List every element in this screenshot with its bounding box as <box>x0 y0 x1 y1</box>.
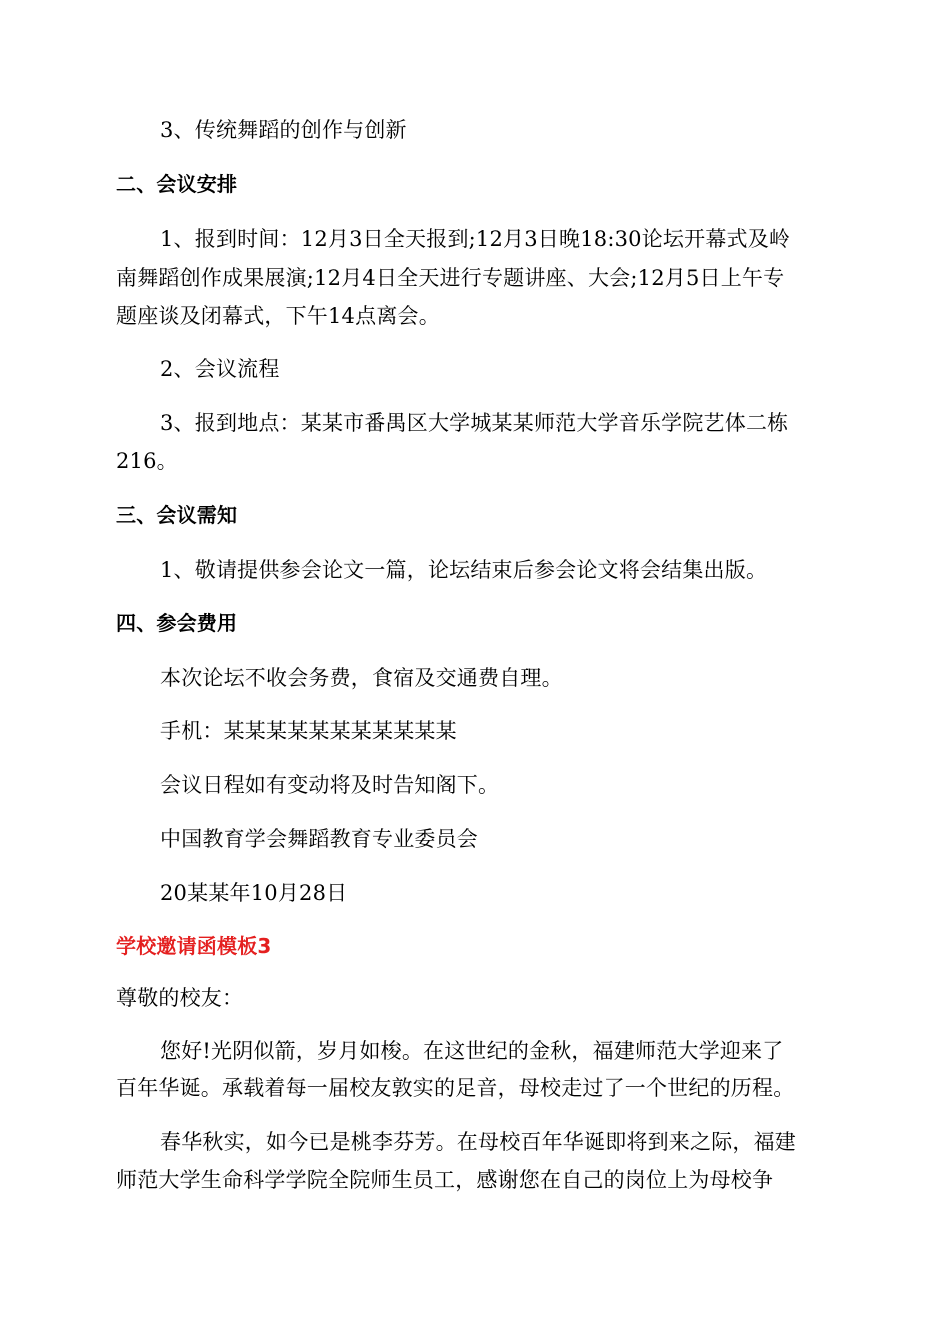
paragraph-line: 本次论坛不收会务费，食宿及交通费自理。 <box>160 666 563 690</box>
paragraph-line: 百年华诞。承载着每一届校友敦实的足音，母校走过了一个世纪的历程。 <box>116 1076 795 1100</box>
paragraph-line: 题座谈及闭幕式，下午14点离会。 <box>116 304 440 328</box>
paragraph-line: 春华秋实，如今已是桃李芬芳。在母校百年华诞即将到来之际，福建 <box>160 1130 796 1154</box>
list-item: 2、会议流程 <box>160 357 280 381</box>
paragraph-line: 会议日程如有变动将及时告知阁下。 <box>160 773 500 797</box>
section-heading: 四、参会费用 <box>116 611 238 635</box>
paragraph-line: 您好!光阴似箭，岁月如梭。在这世纪的金秋，福建师范大学迎来了 <box>160 1039 784 1063</box>
paragraph-line: 3、报到地点：某某市番禺区大学城某某师范大学音乐学院艺体二栋 <box>160 411 789 435</box>
list-item: 1、敬请提供参会论文一篇，论坛结束后参会论文将会结集出版。 <box>160 558 768 582</box>
section-heading: 三、会议需知 <box>116 503 238 527</box>
paragraph-line: 南舞蹈创作成果展演;12月4日全天进行专题讲座、大会;12月5日上午专 <box>116 266 785 290</box>
list-item: 3、传统舞蹈的创作与创新 <box>160 118 407 142</box>
signature-organization: 中国教育学会舞蹈教育专业委员会 <box>160 827 478 851</box>
paragraph-line: 师范大学生命科学学院全院师生员工，感谢您在自己的岗位上为母校争 <box>116 1168 774 1192</box>
paragraph-line: 216。 <box>116 449 178 473</box>
salutation: 尊敬的校友： <box>116 986 244 1010</box>
signature-date: 20某某年10月28日 <box>160 881 348 905</box>
template-title: 学校邀请函模板3 <box>116 934 272 958</box>
contact-line: 手机：某某某某某某某某某某某 <box>160 719 457 743</box>
paragraph-line: 1、报到时间：12月3日全天报到;12月3日晚18:30论坛开幕式及岭 <box>160 227 791 251</box>
section-heading: 二、会议安排 <box>116 172 238 196</box>
